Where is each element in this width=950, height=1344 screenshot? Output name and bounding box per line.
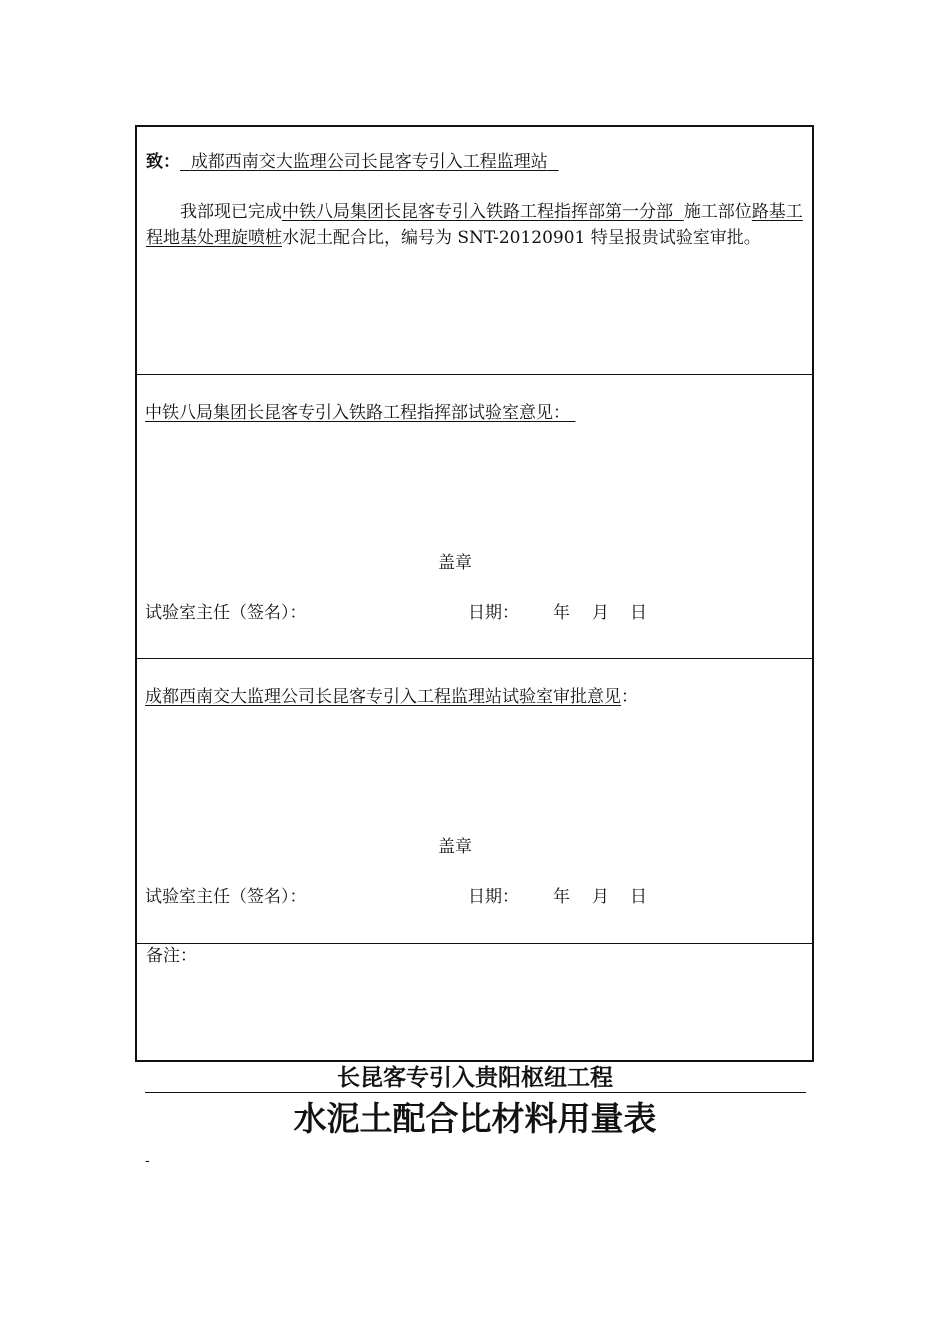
contractor-name: 中铁八局集团长昆客专引入铁路工程指挥部第一分部 xyxy=(282,202,673,222)
supervisor-lab-section xyxy=(137,658,812,944)
signature-label: 试验室主任（签名）： xyxy=(145,887,307,907)
date-year: 年 xyxy=(553,887,570,907)
body-mid2: 水泥土配合比，编号为 SNT-20120901 特呈报贵试验室审批。 xyxy=(282,228,761,248)
body-mid1: 施工部位 xyxy=(683,202,752,222)
date-day: 日 xyxy=(630,887,647,907)
supervisor-lab-opinion-title: 成都西南交大监理公司长昆客专引入工程监理站试验室审批意见： xyxy=(145,687,638,707)
approval-form xyxy=(135,125,814,1062)
work-site: 路基工程地基处理旋喷桩 xyxy=(146,202,803,248)
signature-label: 试验室主任（签名）： xyxy=(145,603,307,623)
submission-paragraph xyxy=(146,199,808,251)
title-divider xyxy=(145,1092,806,1093)
contractor-lab-opinion-title: 中铁八局集团长昆客专引入铁路工程指挥部试验室意见： xyxy=(145,403,570,423)
remarks-section xyxy=(137,943,812,1063)
recipient-name: 成都西南交大监理公司长昆客专引入工程监理站 xyxy=(190,152,548,172)
date-month: 月 xyxy=(592,603,609,623)
date-label: 日期： xyxy=(468,603,519,623)
date-year: 年 xyxy=(553,603,570,623)
footer-mark: - xyxy=(145,1153,150,1169)
remarks-label: 备注： xyxy=(146,946,197,966)
date-day: 日 xyxy=(630,603,647,623)
submission-section xyxy=(137,127,812,375)
date-label: 日期： xyxy=(468,887,519,907)
recipient-line xyxy=(146,149,559,175)
contractor-lab-section xyxy=(137,374,812,659)
seal-label: 盖章 xyxy=(438,553,472,573)
body-prefix: 我部现已完成 xyxy=(180,202,282,222)
seal-label: 盖章 xyxy=(438,837,472,857)
date-month: 月 xyxy=(592,887,609,907)
project-title: 长昆客专引入贵阳枢纽工程 xyxy=(337,1065,613,1091)
to-label: 致： xyxy=(146,152,180,172)
document-title: 水泥土配合比材料用量表 xyxy=(293,1099,657,1138)
